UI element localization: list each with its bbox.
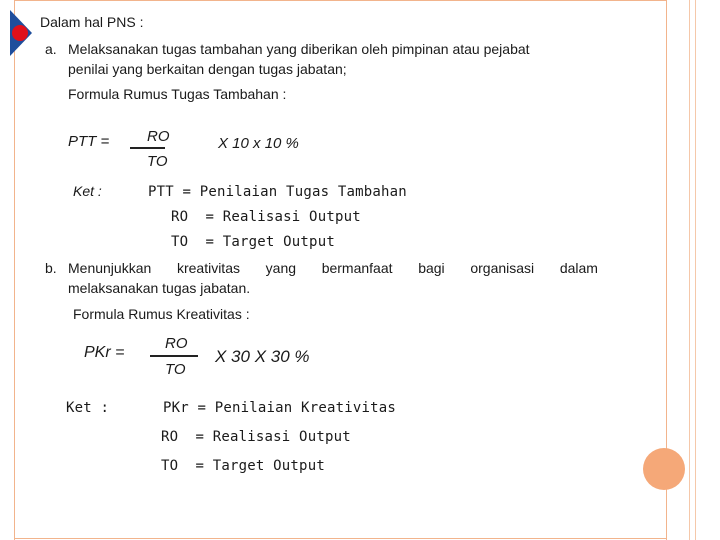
right-rail-line-2 (695, 0, 696, 540)
item-b-ket-label: Ket : (66, 400, 110, 416)
item-a-ket-to: TO = Target Output (171, 234, 335, 250)
slide-arrow-icon (6, 8, 36, 58)
item-b-word: organisasi (470, 260, 535, 276)
item-a-line2: penilai yang berkaitan dengan tugas jabatan; (68, 61, 347, 77)
formula-b-fraction-bar (150, 355, 198, 357)
slide-heading: Dalam hal PNS : (40, 14, 144, 30)
item-b-word: Menunjukkan (68, 260, 152, 276)
decorative-circle-icon (643, 448, 685, 490)
frame-left-line (14, 0, 15, 540)
formula-b-multiplier: X 30 X 30 % (215, 347, 310, 366)
item-a-marker: a. (45, 41, 57, 57)
formula-a-fraction-bar (130, 147, 165, 149)
formula-b-denominator: TO (165, 361, 186, 378)
item-b-word: yang (265, 260, 297, 276)
item-b-word: bagi (418, 260, 445, 276)
frame-top-line (14, 0, 666, 1)
item-a-formula-title: Formula Rumus Tugas Tambahan : (68, 86, 287, 102)
item-b-line1 (68, 260, 598, 276)
formula-b-numerator: RO (165, 335, 188, 352)
formula-b-lhs: PKr = (84, 344, 125, 361)
formula-a-lhs: PTT = (68, 133, 110, 150)
item-b-word: dalam (559, 260, 598, 276)
right-rail-line-1 (689, 0, 690, 540)
item-b-marker: b. (45, 260, 57, 276)
formula-a-denominator: TO (147, 153, 168, 170)
item-b-ket-ro: RO = Realisasi Output (161, 429, 351, 445)
item-a-line1: Melaksanakan tugas tambahan yang diberikan oleh pimpinan atau pejabat (68, 41, 530, 57)
item-b-line2: melaksanakan tugas jabatan. (68, 280, 251, 296)
item-b-ket-to: TO = Target Output (161, 458, 325, 474)
frame-bottom-line (14, 538, 666, 539)
item-b-word: kreativitas (176, 260, 240, 276)
item-a-ket-ptt: PTT = Penilaian Tugas Tambahan (148, 184, 407, 200)
item-a-ket-ro: RO = Realisasi Output (171, 209, 361, 225)
formula-a-numerator: RO (147, 128, 170, 145)
item-b-ket-pkr: PKr = Penilaian Kreativitas (163, 400, 396, 416)
item-a-ket-label: Ket : (73, 183, 102, 199)
item-b-word: bermanfaat (321, 260, 393, 276)
item-b-formula-title: Formula Rumus Kreativitas : (73, 306, 250, 322)
formula-a-multiplier: X 10 x 10 % (218, 135, 299, 152)
